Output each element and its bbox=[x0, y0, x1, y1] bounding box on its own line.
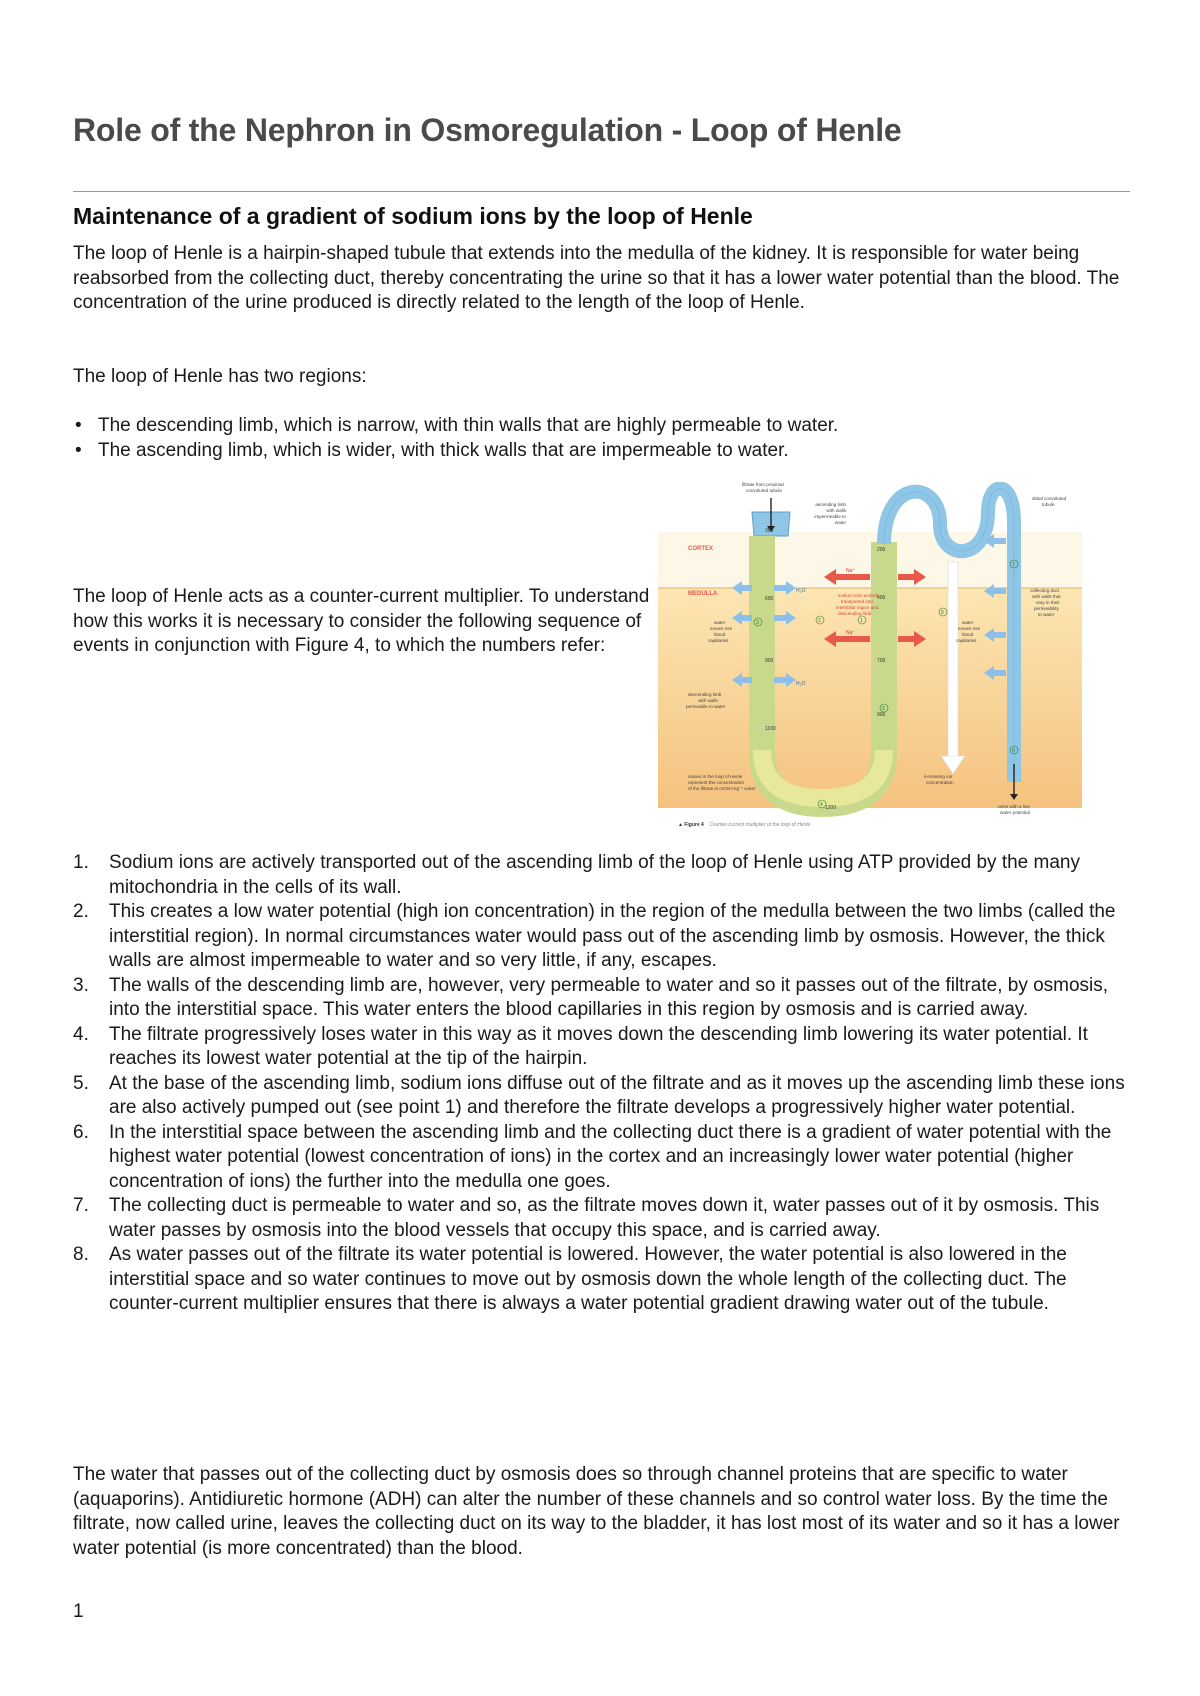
section-heading: Maintenance of a gradient of sodium ions by the loop of Henle bbox=[73, 203, 753, 229]
list-item bbox=[73, 1072, 1130, 1121]
svg-text:watermoves intobloodcapillarie: water moves into blood capillaries bbox=[708, 620, 733, 643]
list-item bbox=[73, 1121, 1130, 1195]
list-item bbox=[73, 851, 1130, 900]
svg-text:watermoves intobloodcapillarie: water moves into blood capillaries bbox=[956, 620, 981, 643]
svg-text:900: 900 bbox=[877, 712, 886, 718]
list-item bbox=[73, 1194, 1130, 1243]
list-item bbox=[73, 900, 1130, 974]
cortex-label: CORTEX bbox=[688, 546, 714, 552]
step-text: The filtrate progressively loses water in this way as it moves down the descending limb lowering its water potential. It reaches its lowest water potential at the tip of the hairpin. bbox=[109, 1023, 1088, 1069]
svg-text:Na⁺: Na⁺ bbox=[846, 630, 856, 636]
svg-text:urine with a lowwater potentia: urine with a low water potential bbox=[998, 804, 1030, 815]
list-item bbox=[73, 1023, 1130, 1072]
step-number: 7. bbox=[73, 1195, 89, 1216]
step-number: 3. bbox=[73, 974, 89, 996]
list-item bbox=[73, 414, 1130, 439]
list-item bbox=[73, 1243, 1130, 1317]
list-item-text: The ascending limb, which is wider, with thick walls that are impermeable to water. bbox=[98, 439, 789, 461]
closing-paragraph: The water that passes out of the collecting duct by osmosis does so through channel proteins that are specific to water (aquaporins). Antidiuretic hormone (ADH) can alter the number of these channels and so control water loss. By the time the filtrate, now called urine, leaves the collecting duct on its way to the bladder, it has lost most of its water and so it has a lower water potential (is more concentrated) than the blood. bbox=[73, 1464, 1120, 1559]
step-text: At the base of the ascending limb, sodium ions diffuse out of the filtrate and as it moves up the ascending limb these ions are also actively pumped out (see point 1) and therefore the filtrate develops a progressively higher water potential. bbox=[109, 1072, 1125, 1118]
svg-text:1: 1 bbox=[860, 618, 863, 624]
regions-intro: The loop of Henle has two regions: bbox=[73, 366, 367, 387]
increasing-concentration-arrow bbox=[948, 562, 958, 758]
svg-text:distal convolutedtubule: distal convoluted tubule bbox=[1032, 496, 1067, 507]
step-text: Sodium ions are actively transported out of the ascending limb of the loop of Henle using ATP provided by the many mitochondria in the cells of its wall. bbox=[109, 852, 1080, 898]
steps-list bbox=[73, 851, 1130, 1317]
multiplier-paragraph: The loop of Henle acts as a counter-current multiplier. To understand how this works it is necessary to consider the following sequence of events in conjunction with Figure 4, to which the numbers refer: bbox=[73, 586, 650, 656]
list-item bbox=[73, 439, 1130, 464]
regions-list bbox=[73, 414, 1130, 463]
svg-text:H₂O: H₂O bbox=[796, 681, 806, 687]
list-item-text: The descending limb, which is narrow, with thin walls that are highly permeable to water. bbox=[98, 415, 839, 436]
svg-text:400: 400 bbox=[877, 595, 886, 601]
step-text: As water passes out of the filtrate its water potential is lowered. However, the water potential is also lowered in the interstitial space and so water continues to move out by osmosis down the whole length of the collecting duct. The counter-current multiplier ensures that there is always a water potential gradient drawing water out of the tubule. bbox=[109, 1244, 1067, 1314]
step-text: This creates a low water potential (high ion concentration) in the region of the medulla between the two limbs (called the interstitial region). In normal circumstances water would pass out of the ascending limb by osmosis. However, the thick walls are almost impermeable to water and so very little, if any, escapes. bbox=[109, 901, 1116, 971]
bullet-dot: • bbox=[75, 415, 82, 436]
svg-text:2: 2 bbox=[818, 618, 821, 624]
step-number: 6. bbox=[73, 1121, 89, 1143]
page-title: Role of the Nephron in Osmoregulation - Loop of Henle bbox=[73, 112, 902, 148]
svg-text:filtrate from proximalconvolut: filtrate from proximal convoluted tubule bbox=[742, 482, 784, 493]
loop-of-henle-figure bbox=[658, 482, 1082, 830]
step-text: The collecting duct is permeable to water and so, as the filtrate moves down it, water passes out of it by osmosis. This water passes by osmosis into the blood vessels that occupy this space, and is carried away. bbox=[109, 1195, 1100, 1241]
step-number: 8. bbox=[73, 1244, 89, 1265]
svg-text:values in the loop of Henlerep: values in the loop of Henle represent the concentration of the filtrate in mOsm kg⁻¹ water bbox=[688, 774, 756, 791]
svg-text:sodium ions activelytransporte: sodium ions actively transported into interstitial region and descending limb bbox=[836, 593, 880, 616]
svg-text:7: 7 bbox=[1012, 562, 1015, 568]
svg-text:600: 600 bbox=[765, 596, 774, 602]
svg-text:200: 200 bbox=[877, 547, 886, 553]
svg-text:6: 6 bbox=[941, 610, 944, 616]
svg-text:4: 4 bbox=[820, 802, 823, 808]
svg-text:Na⁺: Na⁺ bbox=[846, 568, 856, 574]
svg-text:increasing ionconcentration: increasing ion concentration bbox=[924, 774, 954, 785]
intro-paragraph: The loop of Henle is a hairpin-shaped tubule that extends into the medulla of the kidney. It is responsible for water being reabsorbed from the collecting duct, thereby concentrating the urine so that it has a lower water potential than the blood. The concentration of the urine produced is directly related to the length of the loop of Henle. bbox=[73, 243, 1120, 313]
svg-text:3: 3 bbox=[756, 620, 759, 626]
title-divider bbox=[73, 191, 1130, 192]
svg-text:H₂O: H₂O bbox=[796, 588, 806, 594]
svg-text:8: 8 bbox=[1012, 748, 1015, 754]
svg-text:collecting ductwith walls that: collecting duct with walls that vary in their permeability to water bbox=[1030, 588, 1061, 617]
step-number: 2. bbox=[73, 901, 89, 922]
step-number: 4. bbox=[73, 1023, 89, 1045]
step-number: 1. bbox=[73, 852, 89, 873]
step-text: In the interstitial space between the ascending limb and the collecting duct there is a gradient of water potential with the highest water potential (lowest concentration of ions) in the cortex and an increasingly lower water potential (higher concentration of ions) the further into the medulla one goes. bbox=[109, 1121, 1112, 1192]
figure-caption: ▲ Figure 4 Counter-current multiplier of the loop of Henle bbox=[678, 822, 811, 828]
page-number: 1 bbox=[73, 1601, 84, 1622]
svg-text:1200: 1200 bbox=[825, 805, 837, 811]
svg-text:descending limbwith wallsperme: descending limb with walls permeable to water bbox=[686, 692, 726, 709]
step-text: The walls of the descending limb are, however, very permeable to water and so it passes out of the filtrate, by osmosis, into the interstitial space. This water enters the blood capillaries in this region by osmosis and is carried away. bbox=[109, 974, 1109, 1020]
bullet-dot: • bbox=[75, 439, 82, 461]
svg-text:1100: 1100 bbox=[765, 726, 776, 732]
svg-text:ascending limbwith wallsimperm: ascending limb with walls impermeable to water bbox=[814, 502, 846, 525]
svg-text:700: 700 bbox=[877, 658, 886, 664]
svg-text:900: 900 bbox=[765, 658, 774, 664]
step-number: 5. bbox=[73, 1072, 89, 1094]
svg-text:300: 300 bbox=[765, 528, 774, 534]
svg-text:5: 5 bbox=[882, 706, 885, 712]
medulla-label: MEDULLA bbox=[688, 591, 718, 597]
list-item bbox=[73, 974, 1130, 1023]
